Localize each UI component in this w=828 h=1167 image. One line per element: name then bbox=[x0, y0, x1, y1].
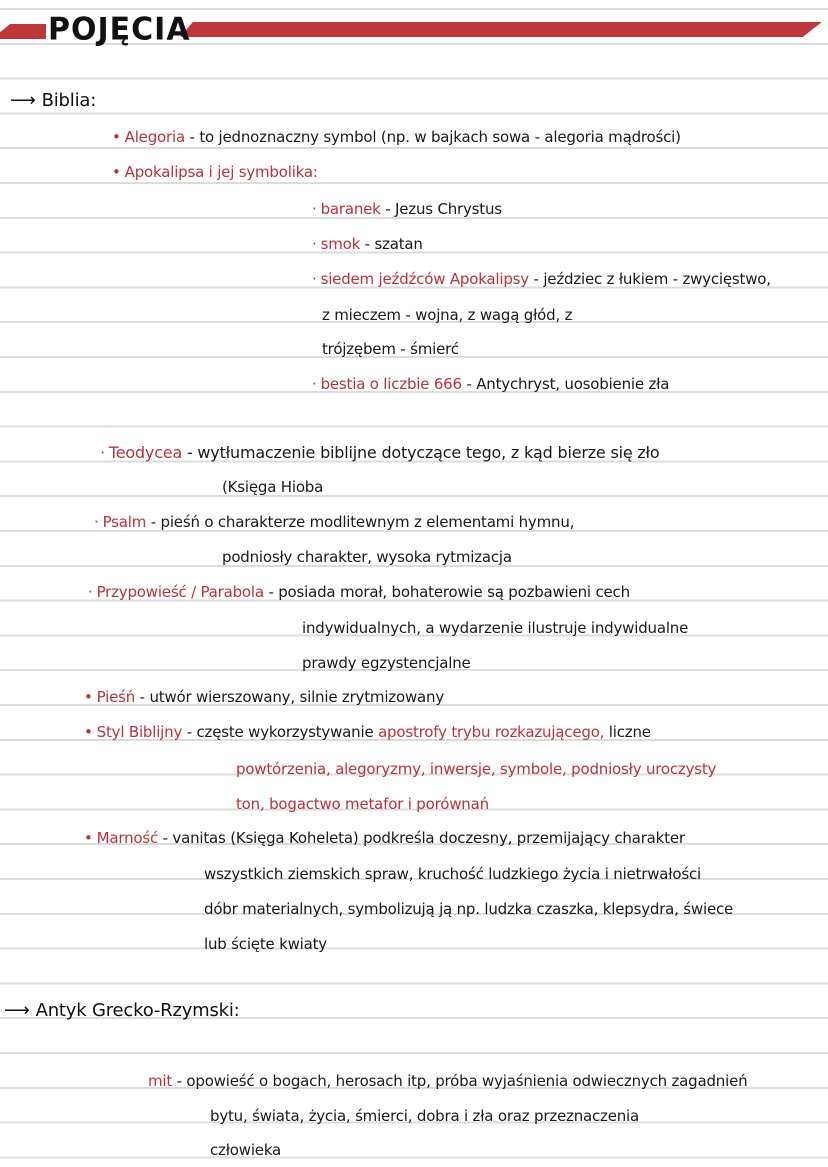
term-teodycea: · Teodycea - wytłumaczenie biblijne dotyczące tego, z kąd bierze się zło bbox=[100, 443, 660, 462]
term-marnosc-cont-1: wszystkich ziemskich spraw, kruchość ludzkiego życia i nietrwałości bbox=[204, 865, 701, 883]
symbol-jezdzcy: · siedem jeźdźców Apokalipsy - jeździec z łukiem - zwycięstwo, bbox=[312, 270, 771, 288]
bullet-icon: • bbox=[112, 128, 121, 146]
bullet-icon: · bbox=[312, 235, 317, 253]
title-highlight-right bbox=[180, 22, 822, 37]
section-heading-antyk: ⟶ Antyk Grecko-Rzymski: bbox=[4, 1000, 240, 1021]
term-przypowiesc-cont-2: prawdy egzystencjalne bbox=[302, 654, 471, 672]
bullet-icon: • bbox=[112, 163, 121, 181]
term-psalm-cont: podniosły charakter, wysoka rytmizacja bbox=[222, 548, 512, 566]
term-mit: mit - opowieść o bogach, herosach itp, próba wyjaśnienia odwiecznych zagadnień bbox=[148, 1072, 748, 1090]
symbol-smok: · smok - szatan bbox=[312, 235, 423, 253]
term-przypowiesc: · Przypowieść / Parabola - posiada morał, bohaterowie są pozbawieni cech bbox=[88, 583, 630, 601]
bullet-icon: · bbox=[312, 375, 317, 393]
page-title: POJĘCIA bbox=[48, 11, 191, 48]
title-highlight-left bbox=[0, 24, 46, 39]
term-styl-biblijny-cont-2: ton, bogactwo metafor i porównań bbox=[236, 795, 489, 813]
term-przypowiesc-cont-1: indywidualnych, a wydarzenie ilustruje indywidualne bbox=[302, 619, 689, 637]
symbol-bestia: · bestia o liczbie 666 - Antychryst, uosobienie zła bbox=[312, 375, 670, 393]
bullet-icon: • bbox=[84, 723, 93, 741]
term-mit-cont-1: bytu, świata, życia, śmierci, dobra i zła oraz przeznaczenia bbox=[210, 1107, 640, 1125]
section-heading-biblia: ⟶ Biblia: bbox=[10, 90, 97, 111]
term-psalm: · Psalm - pieśń o charakterze modlitewnym z elementami hymnu, bbox=[94, 513, 575, 531]
bullet-icon: • bbox=[84, 829, 93, 847]
term-marnosc: • Marność - vanitas (Księga Koheleta) podkreśla doczesny, przemijający charakter bbox=[84, 829, 685, 847]
term-piesn: • Pieśń - utwór wierszowany, silnie zrytmizowany bbox=[84, 688, 444, 706]
bullet-icon: · bbox=[312, 200, 317, 218]
arrow-right-icon: ⟶ bbox=[10, 90, 36, 111]
symbol-jezdzcy-cont-1: z mieczem - wojna, z wagą głód, z bbox=[322, 306, 573, 324]
term-mit-cont-2: człowieka bbox=[210, 1141, 282, 1159]
term-marnosc-cont-3: lub ścięte kwiaty bbox=[204, 935, 327, 953]
term-styl-biblijny-cont-1: powtórzenia, alegoryzmy, inwersje, symbole, podniosły uroczysty bbox=[236, 760, 717, 778]
symbol-jezdzcy-cont-2: trójzębem - śmierć bbox=[322, 340, 459, 358]
bullet-icon: · bbox=[100, 443, 105, 462]
term-styl-biblijny: • Styl Biblijny - częste wykorzystywanie apostrofy trybu rozkazującego, liczne bbox=[84, 723, 651, 741]
term-apokalipsa: • Apokalipsa i jej symbolika: bbox=[112, 163, 318, 181]
arrow-right-icon: ⟶ bbox=[4, 1000, 30, 1021]
symbol-baranek: · baranek - Jezus Chrystus bbox=[312, 200, 502, 218]
bullet-icon: • bbox=[84, 688, 93, 706]
bullet-icon: · bbox=[94, 513, 99, 531]
bullet-icon: · bbox=[88, 583, 93, 601]
term-marnosc-cont-2: dóbr materialnych, symbolizują ją np. ludzka czaszka, klepsydra, świece bbox=[204, 900, 734, 918]
bullet-icon: · bbox=[312, 270, 317, 288]
term-alegoria: • Alegoria - to jednoznaczny symbol (np. w bajkach sowa - alegoria mądrości) bbox=[112, 128, 681, 146]
term-teodycea-cont: (Księga Hioba bbox=[222, 478, 324, 496]
